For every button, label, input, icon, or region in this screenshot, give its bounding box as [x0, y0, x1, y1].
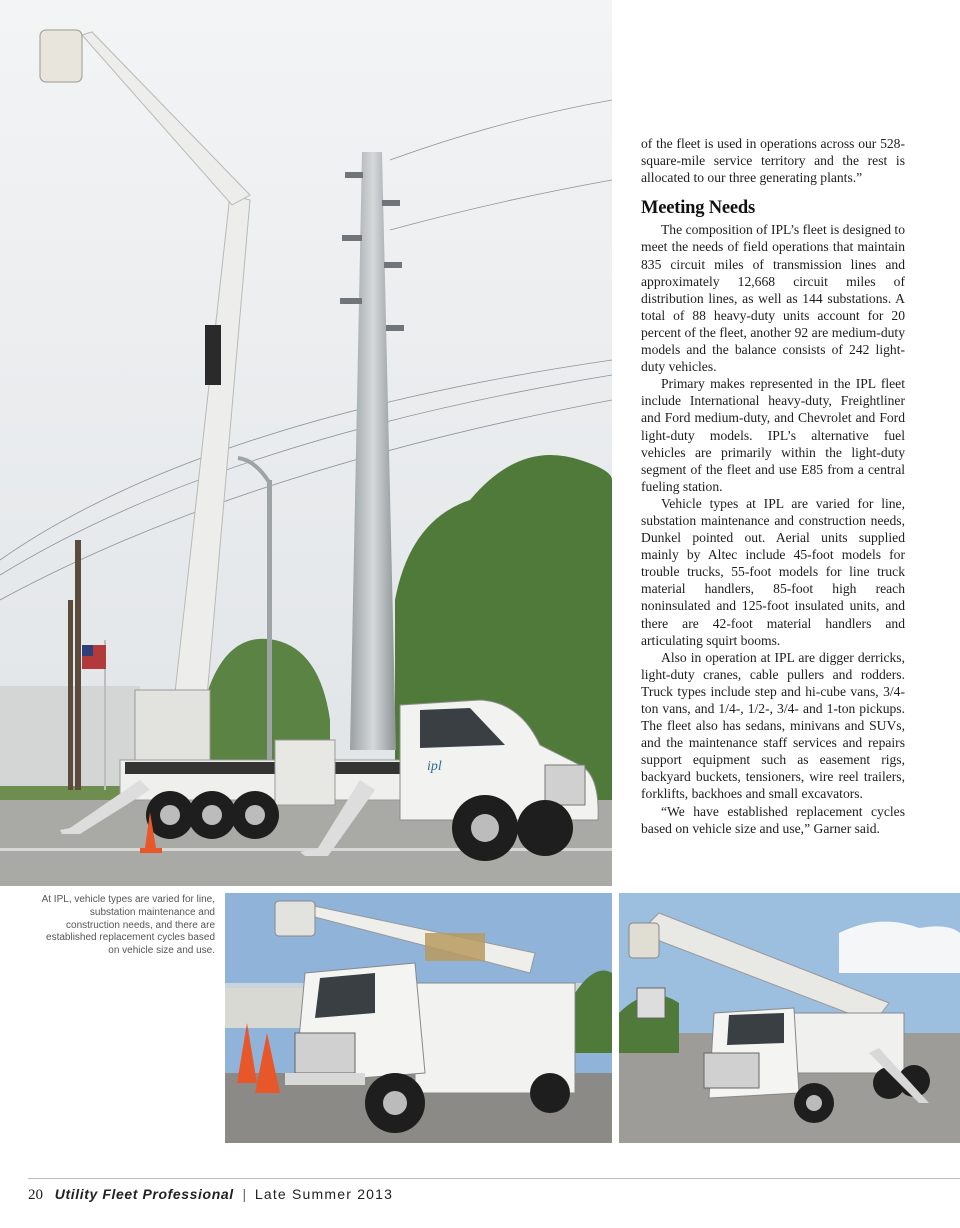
photo-aerial-unit-truck — [619, 893, 960, 1143]
page-footer — [28, 1186, 393, 1206]
article-body — [641, 135, 905, 837]
article-paragraph: “We have established replacement cycles based on vehicle size and use,” Garner said. — [641, 803, 905, 836]
main-photo-aerial-truck — [0, 0, 612, 886]
page-number: 20 — [28, 1187, 43, 1203]
aerial-unit-illustration — [619, 893, 960, 1143]
article-paragraph: The composition of IPL’s fleet is designed to meet the needs of field operations that maintain 835 circuit miles of transmission lines and approximately 12,668 circuit miles of distribution lines, as well as 144 substations. A total of 88 heavy-duty units account for 20 percent of the fleet, another 92 are medium-duty models and the balance consists of 242 light-duty vehicles. — [641, 222, 905, 375]
truck-logo-text: ipl — [427, 759, 442, 774]
footer-separator: | — [242, 1186, 247, 1202]
article-paragraph: Vehicle types at IPL are varied for line, substation maintenance and construction needs, Dunkel pointed out. Aerial units supplied mainly by Altec include 45-foot models for trouble trucks, 55-foot models for line truck material handlers, 85-foot high reach noninsulated and 125-foot insulated units, and there are 42-foot material handlers and articulating squirt booms. — [641, 495, 905, 648]
aerial-truck-illustration — [0, 0, 612, 886]
section-heading: Meeting Needs — [641, 198, 756, 219]
magazine-title: Utility Fleet Professional — [54, 1186, 234, 1202]
issue-label: Late Summer 2013 — [254, 1186, 394, 1202]
article-paragraph: Also in operation at IPL are digger derricks, light-duty cranes, cable pullers and rodders. Truck types include step and hi-cube vans, 3/4-ton vans, and 1/4-, 1/2-, 3/4- and 1-ton pickups. The fleet also has sedans, minivans and SUVs, and the maintenance staff services and repairs support equipment such as easement rigs, backyard buckets, tensioners, wire reel trailers, forklifts, backhoes and small excavators. — [641, 649, 905, 802]
photo-caption: At IPL, vehicle types are varied for line, substation maintenance and construction needs, and there are established replacement cycles based on vehicle size and use. — [41, 894, 215, 957]
lead-paragraph: of the fleet is used in operations across our 528-square-mile service territory and the rest is allocated to our three generating plants.” — [641, 136, 905, 186]
digger-truck-illustration — [225, 893, 612, 1143]
footer-rule — [28, 1178, 960, 1179]
photo-digger-derrick-truck — [225, 893, 612, 1143]
article-paragraph: Primary makes represented in the IPL fleet include International heavy-duty, Freightliner and Ford medium-duty, and Chevrolet and Ford light-duty models. IPL’s alternative fuel vehicles are primarily within the light-duty segment of the fleet and use E85 from a central fueling station. — [641, 376, 905, 494]
